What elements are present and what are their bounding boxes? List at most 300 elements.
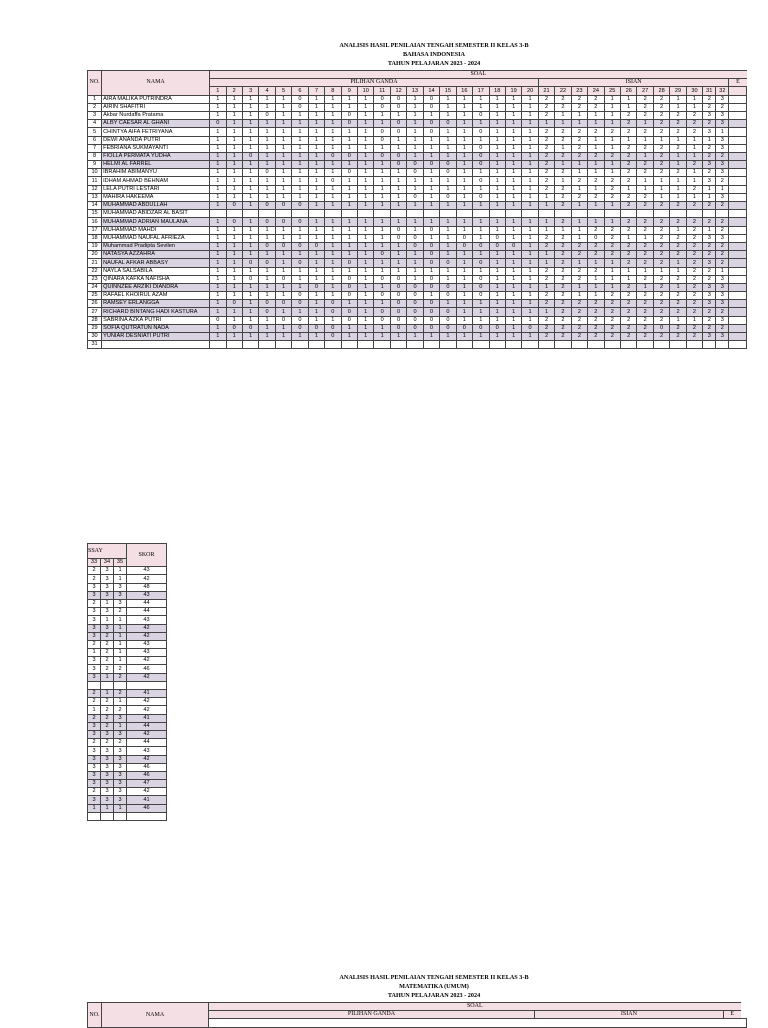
answer-cell: 1 bbox=[226, 242, 242, 250]
answer-cell: 2 bbox=[653, 144, 669, 152]
answer-cell: 3 bbox=[703, 161, 716, 169]
essay-cell: 3 bbox=[101, 567, 114, 575]
answer-cell: 2 bbox=[555, 103, 571, 111]
score-cell: 43 bbox=[127, 616, 167, 624]
answer-cell: 1 bbox=[341, 242, 357, 250]
student-name: DEWI ANANDA PUTRI bbox=[102, 136, 210, 144]
answer-cell: 2 bbox=[538, 185, 554, 193]
answer-cell: 1 bbox=[374, 193, 390, 201]
student-name: Akbar Nurdaffa Pratama bbox=[102, 111, 210, 119]
header-pilihan-ganda: PILIHAN GANDA bbox=[209, 1011, 535, 1019]
answer-cell: 1 bbox=[522, 275, 538, 283]
answer-cell: 1 bbox=[341, 136, 357, 144]
answer-cell: 1 bbox=[292, 169, 308, 177]
answer-cell bbox=[374, 341, 390, 349]
essay-cell: 3 bbox=[88, 673, 101, 681]
answer-cell: 2 bbox=[588, 316, 604, 324]
answer-cell: 1 bbox=[390, 333, 406, 341]
answer-cell: 1 bbox=[325, 283, 341, 291]
essay-score-row bbox=[88, 632, 167, 640]
answer-cell: 1 bbox=[390, 144, 406, 152]
score-cell bbox=[127, 812, 167, 820]
answer-cell: 1 bbox=[489, 226, 505, 234]
answer-cell: 1 bbox=[505, 120, 521, 128]
answer-cell: 2 bbox=[637, 300, 653, 308]
answer-cell bbox=[716, 341, 729, 349]
answer-cell: 0 bbox=[407, 193, 423, 201]
answer-cell: 1 bbox=[292, 144, 308, 152]
answer-cell: 1 bbox=[522, 300, 538, 308]
answer-cell: 1 bbox=[308, 300, 324, 308]
answer-cell: 1 bbox=[407, 185, 423, 193]
answer-cell: 1 bbox=[505, 152, 521, 160]
answer-cell: 1 bbox=[358, 259, 374, 267]
answer-cell: 1 bbox=[522, 120, 538, 128]
answer-cell: 1 bbox=[374, 259, 390, 267]
answer-cell: 1 bbox=[358, 333, 374, 341]
answer-cell: 1 bbox=[522, 185, 538, 193]
answer-cell: 1 bbox=[358, 161, 374, 169]
answer-cell: 0 bbox=[473, 259, 489, 267]
answer-cell: 0 bbox=[473, 324, 489, 332]
student-row bbox=[88, 202, 747, 210]
student-row bbox=[88, 185, 747, 193]
essay-cell: 3 bbox=[114, 796, 127, 804]
answer-cell: 2 bbox=[716, 202, 729, 210]
answer-cell: 1 bbox=[538, 193, 554, 201]
student-name bbox=[102, 341, 210, 349]
answer-cell: 1 bbox=[325, 275, 341, 283]
essay-cell: 2 bbox=[88, 599, 101, 607]
answer-cell bbox=[456, 341, 472, 349]
answer-cell: 0 bbox=[275, 202, 291, 210]
student-row bbox=[88, 283, 747, 291]
question-number: 10 bbox=[358, 87, 374, 95]
student-number: 2 bbox=[88, 103, 102, 111]
answer-cell: 2 bbox=[716, 259, 729, 267]
answer-cell: 1 bbox=[588, 144, 604, 152]
answer-cell: 2 bbox=[571, 333, 587, 341]
answer-cell: 1 bbox=[489, 267, 505, 275]
answer-cell: 1 bbox=[588, 259, 604, 267]
answer-cell: 2 bbox=[571, 136, 587, 144]
answer-cell: 1 bbox=[456, 333, 472, 341]
answer-cell: 2 bbox=[686, 267, 702, 275]
answer-cell: 1 bbox=[604, 218, 620, 226]
student-number: 4 bbox=[88, 120, 102, 128]
answer-cell bbox=[729, 202, 747, 210]
answer-cell: 0 bbox=[407, 324, 423, 332]
answer-cell bbox=[729, 283, 747, 291]
answer-cell: 1 bbox=[292, 283, 308, 291]
answer-cell: 2 bbox=[621, 161, 637, 169]
answer-cell: 1 bbox=[538, 259, 554, 267]
answer-cell bbox=[226, 341, 242, 349]
score-cell: 42 bbox=[127, 730, 167, 738]
answer-cell: 1 bbox=[358, 177, 374, 185]
answer-cell: 1 bbox=[505, 128, 521, 136]
answer-cell: 0 bbox=[407, 234, 423, 242]
answer-cell: 2 bbox=[637, 103, 653, 111]
answer-cell: 2 bbox=[588, 242, 604, 250]
answer-cell: 0 bbox=[242, 152, 258, 160]
answer-cell: 1 bbox=[473, 185, 489, 193]
answer-cell: 1 bbox=[325, 120, 341, 128]
answer-cell: 1 bbox=[522, 95, 538, 103]
answer-cell: 2 bbox=[703, 324, 716, 332]
answer-cell: 0 bbox=[341, 259, 357, 267]
answer-cell: 1 bbox=[292, 251, 308, 259]
answer-cell: 2 bbox=[703, 152, 716, 160]
answer-cell: 1 bbox=[522, 161, 538, 169]
answer-cell: 1 bbox=[505, 136, 521, 144]
answer-cell: 0 bbox=[440, 161, 456, 169]
score-cell: 43 bbox=[127, 567, 167, 575]
answer-cell: 1 bbox=[489, 169, 505, 177]
answer-cell: 1 bbox=[489, 292, 505, 300]
answer-cell: 1 bbox=[440, 177, 456, 185]
answer-cell: 1 bbox=[407, 202, 423, 210]
answer-cell: 2 bbox=[637, 202, 653, 210]
answer-cell: 1 bbox=[275, 267, 291, 275]
answer-cell: 1 bbox=[571, 161, 587, 169]
answer-cell: 1 bbox=[505, 169, 521, 177]
essay-score-row bbox=[88, 616, 167, 624]
answer-cell: 1 bbox=[505, 234, 521, 242]
answer-cell: 1 bbox=[505, 226, 521, 234]
essay-cell: 3 bbox=[101, 780, 114, 788]
answer-cell: 1 bbox=[604, 202, 620, 210]
essay-score-row bbox=[88, 608, 167, 616]
student-row bbox=[88, 234, 747, 242]
answer-cell bbox=[505, 210, 521, 218]
answer-cell: 2 bbox=[716, 218, 729, 226]
answer-cell: 3 bbox=[716, 292, 729, 300]
answer-cell: 0 bbox=[292, 324, 308, 332]
essay-cell: 1 bbox=[101, 804, 114, 812]
answer-cell bbox=[653, 210, 669, 218]
essay-score-row bbox=[88, 747, 167, 755]
answer-cell: 2 bbox=[637, 111, 653, 119]
answer-cell: 1 bbox=[325, 202, 341, 210]
question-number: 33 bbox=[88, 559, 101, 567]
answer-cell: 1 bbox=[588, 275, 604, 283]
answer-cell: 1 bbox=[358, 275, 374, 283]
answer-cell: 1 bbox=[538, 218, 554, 226]
answer-cell: 0 bbox=[423, 251, 439, 259]
answer-cell: 1 bbox=[423, 202, 439, 210]
answer-cell bbox=[729, 169, 747, 177]
answer-cell: 2 bbox=[686, 111, 702, 119]
header-nama: NAMA bbox=[102, 71, 210, 96]
essay-cell: 3 bbox=[114, 730, 127, 738]
answer-cell: 1 bbox=[242, 234, 258, 242]
answer-cell: 1 bbox=[473, 202, 489, 210]
answer-cell: 2 bbox=[604, 177, 620, 185]
answer-cell: 1 bbox=[275, 308, 291, 316]
answer-cell: 1 bbox=[555, 111, 571, 119]
answer-cell: 0 bbox=[390, 300, 406, 308]
answer-cell: 3 bbox=[716, 95, 729, 103]
question-number: 13 bbox=[407, 87, 423, 95]
answer-cell: 0 bbox=[407, 283, 423, 291]
answer-cell: 1 bbox=[686, 144, 702, 152]
answer-cell: 1 bbox=[358, 185, 374, 193]
answer-cell: 1 bbox=[308, 103, 324, 111]
answer-cell: 2 bbox=[555, 292, 571, 300]
essay-cell: 3 bbox=[88, 665, 101, 673]
answer-cell: 1 bbox=[226, 259, 242, 267]
answer-cell: 1 bbox=[621, 136, 637, 144]
answer-cell: 1 bbox=[588, 202, 604, 210]
answer-cell: 1 bbox=[226, 275, 242, 283]
answer-cell: 1 bbox=[423, 193, 439, 201]
student-number: 11 bbox=[88, 177, 102, 185]
answer-cell: 1 bbox=[210, 95, 226, 103]
answer-cell: 0 bbox=[292, 259, 308, 267]
student-name: MUHAMMAD ABIDZAR AL BASIT bbox=[102, 210, 210, 218]
answer-cell bbox=[729, 193, 747, 201]
score-table-essay-continuation bbox=[87, 543, 167, 821]
question-number: 5 bbox=[275, 87, 291, 95]
answer-cell: 0 bbox=[473, 275, 489, 283]
answer-cell: 1 bbox=[226, 316, 242, 324]
answer-cell: 1 bbox=[505, 161, 521, 169]
answer-cell bbox=[358, 341, 374, 349]
answer-cell: 1 bbox=[555, 144, 571, 152]
answer-cell: 1 bbox=[358, 308, 374, 316]
answer-cell: 1 bbox=[341, 333, 357, 341]
answer-cell: 1 bbox=[489, 144, 505, 152]
answer-cell: 1 bbox=[275, 128, 291, 136]
answer-cell: 1 bbox=[670, 136, 686, 144]
answer-cell: 3 bbox=[703, 234, 716, 242]
answer-cell: 1 bbox=[407, 259, 423, 267]
essay-score-row bbox=[88, 665, 167, 673]
answer-cell: 1 bbox=[538, 308, 554, 316]
answer-cell bbox=[308, 341, 324, 349]
answer-cell bbox=[571, 210, 587, 218]
answer-cell: 1 bbox=[670, 226, 686, 234]
answer-cell: 1 bbox=[440, 111, 456, 119]
header-soal: SOAL bbox=[209, 1003, 741, 1011]
answer-cell: 2 bbox=[686, 202, 702, 210]
answer-cell: 2 bbox=[571, 300, 587, 308]
answer-cell: 1 bbox=[341, 267, 357, 275]
answer-cell: 1 bbox=[522, 259, 538, 267]
answer-cell: 1 bbox=[210, 283, 226, 291]
answer-cell: 1 bbox=[259, 177, 275, 185]
answer-cell: 1 bbox=[259, 152, 275, 160]
score-table-bahasa-indonesia bbox=[87, 70, 747, 349]
answer-cell bbox=[226, 210, 242, 218]
student-row bbox=[88, 259, 747, 267]
answer-cell: 0 bbox=[473, 193, 489, 201]
answer-cell: 1 bbox=[473, 251, 489, 259]
answer-cell: 1 bbox=[505, 193, 521, 201]
answer-cell: 1 bbox=[259, 283, 275, 291]
essay-cell: 3 bbox=[88, 747, 101, 755]
answer-cell: 2 bbox=[538, 242, 554, 250]
answer-cell: 0 bbox=[292, 242, 308, 250]
answer-cell: 1 bbox=[226, 185, 242, 193]
answer-cell: 2 bbox=[637, 308, 653, 316]
answer-cell: 1 bbox=[571, 202, 587, 210]
answer-cell: 1 bbox=[489, 128, 505, 136]
answer-cell: 1 bbox=[358, 169, 374, 177]
answer-cell: 1 bbox=[210, 152, 226, 160]
answer-cell: 1 bbox=[456, 152, 472, 160]
answer-cell: 0 bbox=[423, 316, 439, 324]
answer-cell: 1 bbox=[325, 193, 341, 201]
answer-cell: 1 bbox=[308, 111, 324, 119]
answer-cell: 2 bbox=[703, 251, 716, 259]
answer-cell: 1 bbox=[374, 144, 390, 152]
answer-cell: 1 bbox=[489, 202, 505, 210]
answer-cell: 1 bbox=[423, 234, 439, 242]
essay-cell: 2 bbox=[88, 739, 101, 747]
answer-cell: 1 bbox=[604, 111, 620, 119]
answer-cell: 1 bbox=[259, 226, 275, 234]
answer-cell: 1 bbox=[538, 120, 554, 128]
answer-cell: 2 bbox=[653, 300, 669, 308]
answer-cell: 1 bbox=[358, 152, 374, 160]
answer-cell: 1 bbox=[522, 242, 538, 250]
essay-cell: 3 bbox=[88, 583, 101, 591]
answer-cell: 0 bbox=[341, 169, 357, 177]
answer-cell: 1 bbox=[703, 226, 716, 234]
essay-cell: 3 bbox=[88, 624, 101, 632]
answer-cell: 1 bbox=[292, 275, 308, 283]
student-number: 24 bbox=[88, 283, 102, 291]
answer-cell: 2 bbox=[621, 251, 637, 259]
answer-cell: 1 bbox=[571, 111, 587, 119]
answer-cell: 1 bbox=[440, 267, 456, 275]
answer-cell bbox=[729, 275, 747, 283]
answer-cell: 1 bbox=[358, 218, 374, 226]
answer-cell: 1 bbox=[440, 202, 456, 210]
answer-cell: 2 bbox=[670, 251, 686, 259]
answer-cell: 1 bbox=[341, 218, 357, 226]
answer-cell: 2 bbox=[555, 128, 571, 136]
answer-cell: 1 bbox=[489, 259, 505, 267]
answer-cell: 2 bbox=[637, 144, 653, 152]
question-number: 8 bbox=[325, 87, 341, 95]
answer-cell: 2 bbox=[621, 111, 637, 119]
answer-cell: 0 bbox=[341, 120, 357, 128]
answer-cell: 1 bbox=[308, 308, 324, 316]
essay-cell: 1 bbox=[114, 575, 127, 583]
answer-cell bbox=[729, 259, 747, 267]
answer-cell: 1 bbox=[242, 267, 258, 275]
essay-cell: 2 bbox=[114, 673, 127, 681]
answer-cell: 1 bbox=[670, 103, 686, 111]
answer-cell: 2 bbox=[686, 234, 702, 242]
answer-cell: 1 bbox=[275, 185, 291, 193]
answer-cell: 0 bbox=[390, 292, 406, 300]
answer-cell: 1 bbox=[358, 234, 374, 242]
answer-cell: 2 bbox=[571, 177, 587, 185]
answer-cell: 1 bbox=[210, 226, 226, 234]
answer-cell: 2 bbox=[670, 111, 686, 119]
answer-cell bbox=[637, 210, 653, 218]
answer-cell: 1 bbox=[292, 120, 308, 128]
answer-cell: 2 bbox=[555, 218, 571, 226]
answer-cell: 0 bbox=[390, 128, 406, 136]
question-number: 6 bbox=[292, 87, 308, 95]
student-name: MUHAMMAD ABDULLAH bbox=[102, 202, 210, 210]
essay-cell: 2 bbox=[114, 690, 127, 698]
student-row bbox=[88, 308, 747, 316]
answer-cell: 2 bbox=[637, 333, 653, 341]
answer-cell bbox=[604, 341, 620, 349]
answer-cell: 1 bbox=[489, 218, 505, 226]
answer-cell: 0 bbox=[423, 308, 439, 316]
essay-cell: 3 bbox=[114, 755, 127, 763]
answer-cell: 2 bbox=[555, 95, 571, 103]
answer-cell: 1 bbox=[571, 218, 587, 226]
answer-cell: 2 bbox=[538, 152, 554, 160]
question-number: 29 bbox=[670, 87, 686, 95]
student-name: MUHAMMAD ADRIAN MAULANA bbox=[102, 218, 210, 226]
student-row bbox=[88, 316, 747, 324]
answer-cell: 2 bbox=[686, 333, 702, 341]
answer-cell: 1 bbox=[588, 161, 604, 169]
answer-cell: 1 bbox=[292, 111, 308, 119]
essay-cell: 3 bbox=[114, 771, 127, 779]
answer-cell: 1 bbox=[210, 111, 226, 119]
answer-cell: 2 bbox=[670, 234, 686, 242]
answer-cell: 2 bbox=[653, 202, 669, 210]
answer-cell: 1 bbox=[341, 161, 357, 169]
answer-cell: 1 bbox=[588, 185, 604, 193]
answer-cell: 0 bbox=[374, 136, 390, 144]
answer-cell: 2 bbox=[670, 275, 686, 283]
score-cell: 48 bbox=[127, 583, 167, 591]
essay-cell: 3 bbox=[88, 632, 101, 640]
answer-cell: 1 bbox=[571, 234, 587, 242]
answer-cell: 1 bbox=[259, 333, 275, 341]
answer-cell: 1 bbox=[325, 226, 341, 234]
answer-cell: 1 bbox=[242, 111, 258, 119]
answer-cell: 2 bbox=[538, 136, 554, 144]
essay-cell: 1 bbox=[88, 804, 101, 812]
answer-cell: 1 bbox=[210, 202, 226, 210]
answer-cell: 1 bbox=[341, 103, 357, 111]
answer-cell: 3 bbox=[716, 300, 729, 308]
answer-cell: 3 bbox=[703, 300, 716, 308]
answer-cell: 2 bbox=[621, 128, 637, 136]
student-row bbox=[88, 144, 747, 152]
question-number: 3 bbox=[242, 87, 258, 95]
student-number: 8 bbox=[88, 152, 102, 160]
answer-cell: 1 bbox=[653, 193, 669, 201]
answer-cell: 1 bbox=[522, 193, 538, 201]
answer-cell: 1 bbox=[604, 169, 620, 177]
answer-cell: 1 bbox=[637, 234, 653, 242]
answer-cell: 2 bbox=[703, 218, 716, 226]
student-number: 31 bbox=[88, 341, 102, 349]
answer-cell: 1 bbox=[456, 136, 472, 144]
answer-cell: 2 bbox=[538, 267, 554, 275]
answer-cell: 1 bbox=[210, 242, 226, 250]
score-cell: 42 bbox=[127, 657, 167, 665]
answer-cell: 1 bbox=[522, 316, 538, 324]
answer-cell: 1 bbox=[621, 95, 637, 103]
answer-cell: 1 bbox=[275, 161, 291, 169]
score-cell: 43 bbox=[127, 747, 167, 755]
question-number: 20 bbox=[522, 87, 538, 95]
